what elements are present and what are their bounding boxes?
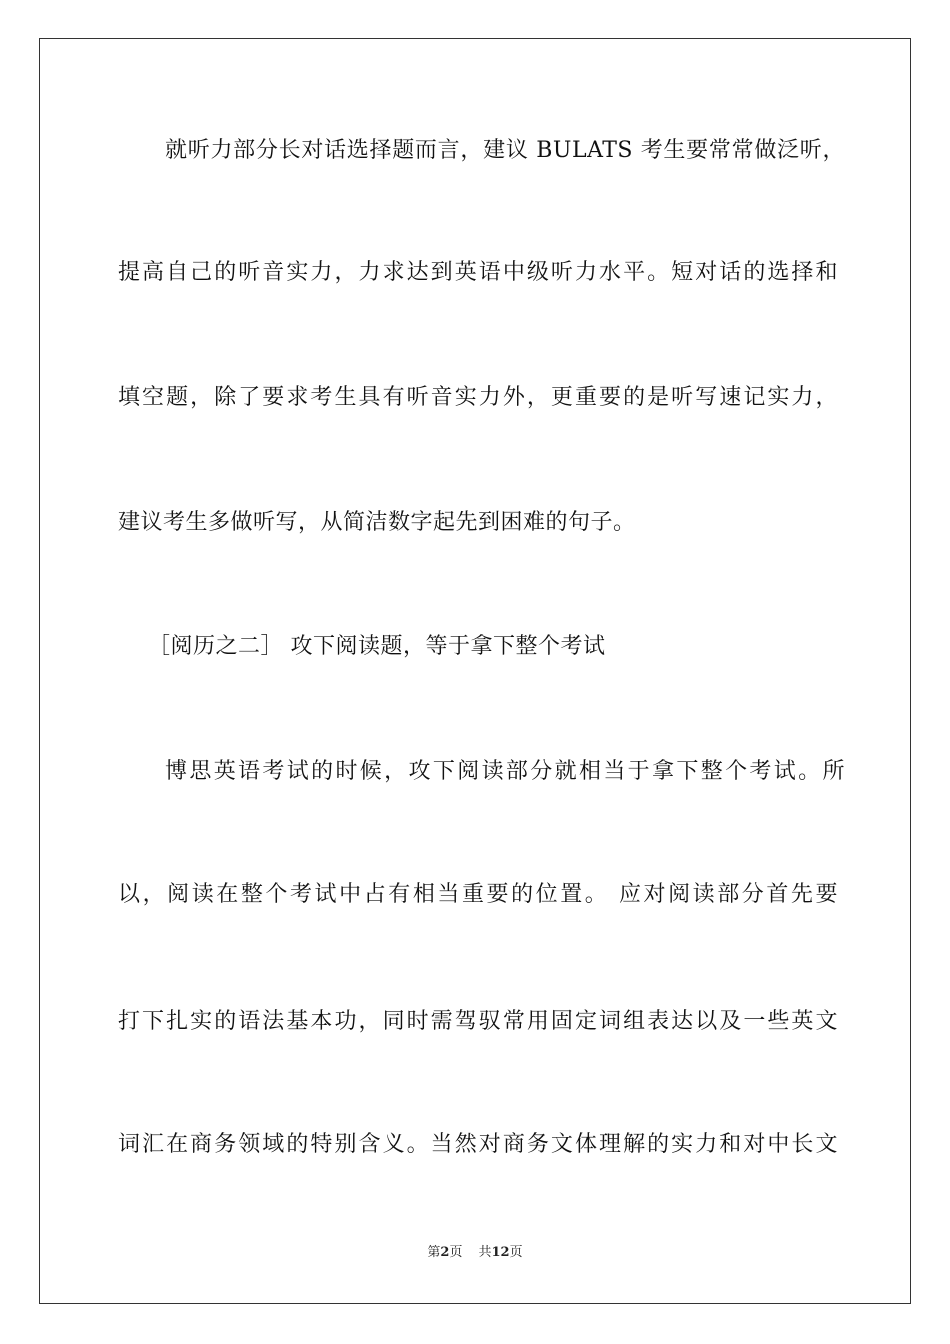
text-line-3: 填空题，除了要求考生具有听音实力外，更重要的是听写速记实力， [118, 385, 838, 410]
page-footer [0, 1244, 950, 1262]
text-line-8: 打下扎实的语法基本功，同时需驾驭常用固定词组表达以及一些英文 [118, 1009, 838, 1034]
total-prefix: 共 [478, 1245, 492, 1260]
text-line-9: 词汇在商务领域的特别含义。当然对商务文体理解的实力和对中长文 [118, 1132, 838, 1157]
text-line-6: 博思英语考试的时候，攻下阅读部分就相当于拿下整个考试。所 [165, 759, 845, 784]
page-border [39, 38, 911, 1304]
text-line-1: 就听力部分长对话选择题而言，建议 BULATS 考生要常常做泛听， [165, 138, 845, 163]
text-line-4: 建议考生多做听写，从简洁数字起先到困难的句子。 [118, 510, 636, 535]
page-number: 2 [440, 1245, 450, 1260]
page-prefix: 第 [427, 1245, 441, 1260]
total-pages: 12 [491, 1245, 510, 1260]
text-line-7: 以，阅读在整个考试中占有相当重要的位置。 应对阅读部分首先要 [118, 882, 838, 907]
page-suffix: 页 [449, 1245, 463, 1260]
total-suffix: 页 [509, 1245, 523, 1260]
text-line-2: 提高自己的听音实力，力求达到英语中级听力水平。短对话的选择和 [118, 260, 838, 285]
section-heading: ［阅历之二］ 攻下阅读题，等于拿下整个考试 [148, 634, 606, 659]
